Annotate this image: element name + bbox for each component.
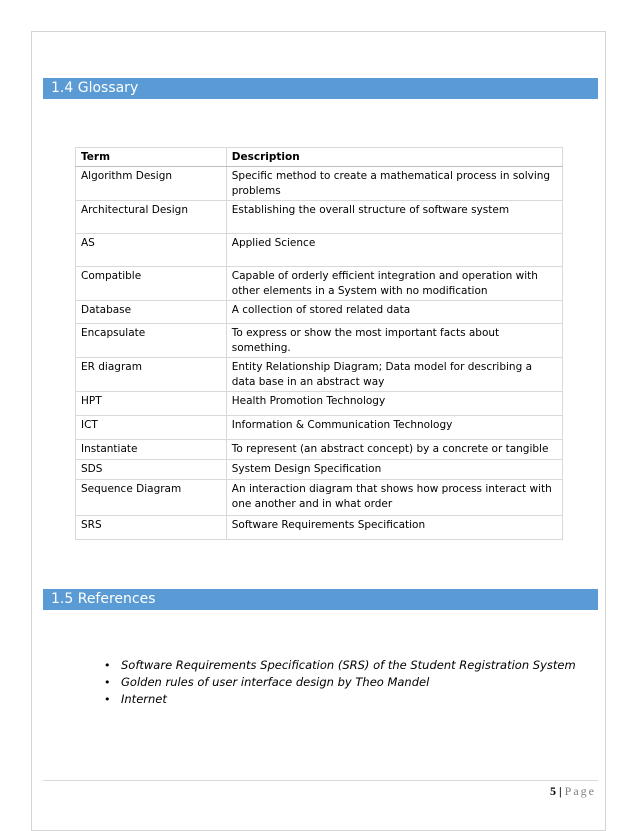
reference-text: Internet <box>121 692 167 706</box>
glossary-term: Compatible <box>76 267 227 301</box>
glossary-term: Instantiate <box>76 440 227 460</box>
glossary-description: Software Requirements Specification <box>226 516 562 540</box>
glossary-term: ICT <box>76 416 227 440</box>
glossary-description: Entity Relationship Diagram; Data model for describing a data base in an abstract way <box>226 358 562 392</box>
table-row <box>76 201 563 234</box>
table-row <box>76 440 563 460</box>
references-list <box>100 657 576 708</box>
list-item <box>100 674 576 691</box>
page-label: Page <box>564 784 596 798</box>
glossary-term: Database <box>76 301 227 324</box>
table-row <box>76 167 563 201</box>
glossary-term: Algorithm Design <box>76 167 227 201</box>
list-item <box>100 657 576 674</box>
table-row <box>76 267 563 301</box>
page-footer <box>550 784 596 799</box>
list-item <box>100 691 576 708</box>
glossary-description: To represent (an abstract concept) by a concrete or tangible <box>226 440 562 460</box>
table-row <box>76 358 563 392</box>
reference-text: Software Requirements Specification (SRS) of the Student Registration System <box>121 658 576 672</box>
table-row <box>76 392 563 416</box>
glossary-description: An interaction diagram that shows how process interact with one another and in what order <box>226 480 562 516</box>
page-number: 5 <box>550 784 557 798</box>
glossary-description: Specific method to create a mathematical process in solving problems <box>226 167 562 201</box>
footer-divider <box>43 780 598 781</box>
table-row <box>76 480 563 516</box>
glossary-description: System Design Specification <box>226 460 562 480</box>
glossary-description: Information & Communication Technology <box>226 416 562 440</box>
glossary-term: AS <box>76 234 227 267</box>
glossary-term: SDS <box>76 460 227 480</box>
description-column-header: Description <box>226 148 562 167</box>
glossary-term: Sequence Diagram <box>76 480 227 516</box>
glossary-header-row <box>76 148 563 167</box>
reference-text: Golden rules of user interface design by Theo Mandel <box>121 675 430 689</box>
table-row <box>76 301 563 324</box>
glossary-description: A collection of stored related data <box>226 301 562 324</box>
glossary-description: Applied Science <box>226 234 562 267</box>
glossary-term: Encapsulate <box>76 324 227 358</box>
table-row <box>76 416 563 440</box>
glossary-heading: 1.4 Glossary <box>43 78 598 99</box>
glossary-term: Architectural Design <box>76 201 227 234</box>
glossary-description: Establishing the overall structure of software system <box>226 201 562 234</box>
bullet-icon: • <box>104 676 111 689</box>
table-row <box>76 324 563 358</box>
footer-separator: | <box>559 784 562 798</box>
glossary-term: ER diagram <box>76 358 227 392</box>
bullet-icon: • <box>104 659 111 672</box>
references-heading: 1.5 References <box>43 589 598 610</box>
glossary-description: Health Promotion Technology <box>226 392 562 416</box>
bullet-icon: • <box>104 693 111 706</box>
table-row <box>76 460 563 480</box>
table-row <box>76 516 563 540</box>
glossary-table <box>75 147 563 540</box>
table-row <box>76 234 563 267</box>
glossary-description: To express or show the most important facts about something. <box>226 324 562 358</box>
term-column-header: Term <box>76 148 227 167</box>
glossary-term: SRS <box>76 516 227 540</box>
glossary-description: Capable of orderly efficient integration and operation with other elements in a System with no modification <box>226 267 562 301</box>
glossary-term: HPT <box>76 392 227 416</box>
